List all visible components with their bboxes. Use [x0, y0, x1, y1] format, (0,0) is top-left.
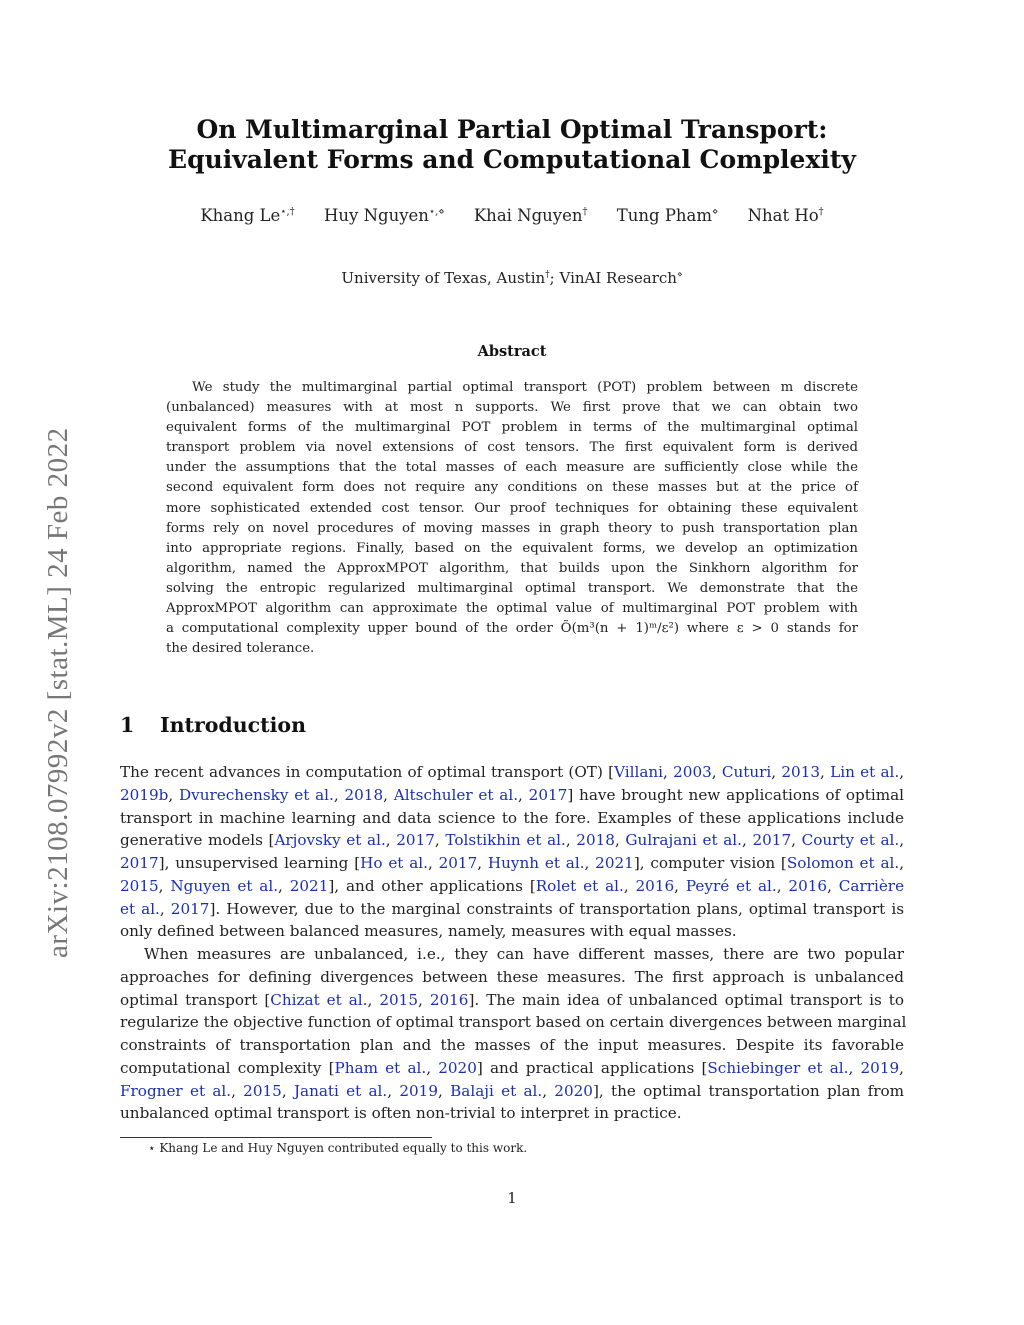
body-text-run: , [848, 1058, 861, 1077]
body-text-run: , [711, 763, 722, 781]
affiliation-mark: ⋄ [676, 270, 683, 280]
citation-link[interactable]: 2019b [120, 785, 169, 804]
body-line [120, 1057, 904, 1080]
body-text-run: ]. The main idea of unbalanced optimal transport is to [468, 990, 905, 1009]
body-text-run: , [383, 785, 394, 804]
citation-link[interactable]: 2017 [752, 831, 792, 850]
abstract-line: forms rely on novel procedures of moving masses in graph theory to push transportation plan [166, 520, 858, 536]
body-line [120, 989, 904, 1012]
author-name: Tung Pham [616, 206, 713, 225]
body-line [120, 807, 904, 830]
affiliation-mark: † [545, 270, 550, 280]
body-text-run: ]. However, due to the marginal constraints of transportation plans, optimal transport is [209, 899, 904, 918]
body-line [120, 966, 904, 989]
body-text-run: , [438, 1081, 451, 1100]
body-text-run: , [367, 990, 380, 1009]
section-number: 1 [120, 713, 135, 737]
body-text-run: , [542, 1081, 555, 1100]
citation-link[interactable]: Chizat et al. [270, 990, 368, 1009]
body-line [120, 1034, 904, 1057]
body-text-run: , [333, 785, 345, 804]
body-text-run: , [158, 876, 171, 895]
body-text-run: , [168, 785, 179, 804]
affiliation-text: ; VinAI Research [549, 269, 677, 287]
body-text-run: , [159, 899, 171, 918]
citation-link[interactable]: Carrière [838, 876, 905, 895]
author-marks: ⋄ [712, 206, 719, 218]
body-text-run: , [614, 831, 626, 850]
abstract-line: second equivalent form does not require any conditions on these masses but at the price of [166, 480, 858, 496]
citation-link[interactable]: 2019 [399, 1081, 439, 1100]
citation-link[interactable]: 2020 [554, 1081, 593, 1100]
citation-link[interactable]: 2017 [528, 785, 568, 804]
body-text-run: , [827, 876, 839, 895]
citation-link[interactable]: 2015 [379, 990, 418, 1009]
author-name: Nhat Ho [747, 206, 819, 225]
author-list [120, 206, 904, 225]
citation-link[interactable]: 2015 [120, 876, 159, 895]
body-text-run: , [623, 876, 636, 895]
body-line [120, 1011, 907, 1034]
citation-link[interactable]: 2015 [243, 1081, 282, 1100]
body-text-run: , [820, 763, 831, 781]
paper-title [120, 115, 904, 175]
citation-link[interactable]: 2020 [438, 1058, 477, 1077]
body-text-run: , [899, 763, 905, 781]
author [748, 206, 824, 225]
citation-link[interactable]: 2016 [788, 876, 828, 895]
body-text-run: When measures are unbalanced, i.e., they can have different masses, there are two popular [144, 945, 904, 963]
page-number: 1 [507, 1189, 517, 1207]
citation-link[interactable]: 2019 [860, 1058, 900, 1077]
author-name: Khang Le [200, 206, 281, 225]
abstract-line: solving the entropic regularized multimarginal optimal transport. We demonstrate that the [166, 580, 858, 596]
body-line [120, 920, 904, 943]
abstract-line: ApproxMPOT algorithm can approximate the optimal value of multimarginal POT problem with [166, 601, 858, 617]
footnote-rule [120, 1137, 432, 1138]
citation-link[interactable]: Frogner et al. [120, 1081, 232, 1100]
body-line [120, 1102, 904, 1125]
body-line [120, 784, 904, 807]
body-line [120, 875, 904, 898]
body-line [120, 829, 904, 852]
body-text-run: , [771, 763, 782, 781]
citation-link[interactable]: Nguyen et al. [170, 876, 279, 895]
body-text-run: generative models [ [120, 831, 275, 850]
section-title: Introduction [160, 713, 306, 737]
citation-link[interactable]: Gulrajani et al. [625, 831, 742, 850]
citation-link[interactable]: 2003 [673, 763, 712, 781]
citation-link[interactable]: et al. [120, 899, 160, 918]
citation-link[interactable]: Huynh et al. [487, 854, 585, 872]
body-text-run: , [417, 990, 430, 1009]
body-line [120, 761, 904, 784]
citation-link[interactable]: Rolet et al. [535, 876, 624, 895]
citation-link[interactable]: Altschuler et al. [393, 785, 519, 804]
author [200, 206, 294, 225]
abstract-line: We study the multimarginal partial optimal transport (POT) problem between m discrete [192, 380, 858, 395]
body-text-run: , [434, 831, 446, 850]
body-text-run: regularize the objective function of optimal transport based on certain divergences between marginal [120, 1013, 907, 1032]
citation-link[interactable]: 2016 [429, 990, 469, 1009]
citation-link[interactable]: Courty et al. [801, 831, 900, 850]
body-text-run: constraints of transportation plan and the masses of the input measures. Despite its favorable [120, 1036, 904, 1054]
citation-link[interactable]: Balaji et al. [450, 1081, 543, 1100]
body-text [120, 761, 907, 1125]
citation-link[interactable]: Pham et al. [334, 1058, 427, 1077]
citation-link[interactable]: Peyré et al. [685, 876, 777, 895]
section-heading [120, 713, 306, 737]
body-text-run: ], and other applications [ [328, 876, 536, 895]
body-text-run: computational complexity [ [120, 1058, 335, 1077]
citation-link[interactable]: 2018 [576, 831, 615, 850]
citation-link[interactable]: Ho et al. [360, 854, 428, 872]
abstract-line: equivalent forms of the multimarginal POT problem in terms of the multimarginal optimal [166, 420, 858, 436]
body-text-run: ] and practical applications [ [476, 1058, 708, 1077]
body-text-run: unbalanced optimal transport is often non-trivial to interpret in practice. [120, 1104, 682, 1123]
body-text-run: , [387, 1081, 400, 1100]
abstract-line: into appropriate regions. Finally, based on the equivalent forms, we develop an optimization [166, 540, 858, 556]
abstract-line: more sophisticated extended cost tensor. Our proof techniques for obtaining these equivalent [166, 500, 858, 516]
citation-link[interactable]: 2021 [289, 876, 329, 895]
body-text-run: ], unsupervised learning [ [158, 854, 361, 872]
citation-link[interactable]: 2018 [344, 785, 384, 804]
citation-link[interactable]: 2013 [781, 763, 821, 781]
body-line [120, 898, 904, 921]
author-marks: ⋆,⋄ [428, 206, 445, 218]
affiliation-text: University of Texas, Austin [341, 269, 546, 287]
body-text-run: , [281, 1081, 294, 1100]
body-text-run: , [584, 854, 596, 872]
abstract-line: under the assumptions that the total masses of each measure are sufficiently close while the [166, 460, 858, 476]
abstract-body [166, 378, 858, 659]
arxiv-stamp: arXiv:2108.07992v2 [stat.ML] 24 Feb 2022 [42, 427, 74, 958]
author-name: Khai Nguyen [473, 206, 583, 225]
footnote: ⋆ Khang Le and Huy Nguyen contributed equally to this work. [148, 1141, 528, 1155]
author-marks: † [818, 206, 824, 218]
body-text-run: , [477, 854, 488, 872]
body-text-run: , [426, 1058, 439, 1077]
citation-link[interactable]: 2017 [170, 899, 210, 918]
body-text-run: ], computer vision [ [633, 854, 787, 872]
affiliations [120, 269, 904, 287]
body-text-run: , [278, 876, 290, 895]
citation-link[interactable]: Janati et al. [293, 1081, 388, 1100]
author [617, 206, 719, 225]
body-text-run: , [565, 831, 577, 850]
body-text-run: , [776, 876, 789, 895]
title-line: On Multimarginal Partial Optimal Transport: [196, 115, 828, 144]
title-line: Equivalent Forms and Computational Complexity [168, 145, 856, 174]
body-line [120, 852, 904, 875]
body-text-run: , [899, 831, 905, 850]
body-text-run: ] have brought new applications of optimal [567, 785, 905, 804]
author [324, 206, 445, 225]
abstract-line: the desired tolerance. [166, 641, 315, 657]
body-text-run: transport in machine learning and data science to the fore. Examples of these applications include [120, 808, 904, 827]
body-text-run: approaches for defining divergences between these measures. The first approach is unbalanced [120, 967, 904, 986]
body-text-run: , [899, 854, 905, 872]
abstract-line: transport problem via novel extensions of cost tensors. The first equivalent form is derived [166, 440, 858, 456]
body-text-run: , [674, 876, 686, 895]
citation-link[interactable]: Schiebinger et al. [707, 1058, 849, 1077]
author [474, 206, 588, 225]
citation-link[interactable]: 2017 [438, 854, 478, 872]
body-text-run: , [385, 831, 397, 850]
body-line [120, 1080, 904, 1103]
abstract-line: algorithm, named the ApproxMPOT algorithm, that builds upon the Sinkhorn algorithm for [166, 560, 858, 576]
author-name: Huy Nguyen [323, 206, 429, 225]
body-text-run: , [231, 1081, 244, 1100]
abstract-line: a computational complexity upper bound of the order Õ(m³(n + 1)ᵐ/ε²) where ε > 0 stands for [166, 621, 858, 637]
abstract-line: (unbalanced) measures with at most n supports. We first prove that we can obtain two [166, 400, 858, 416]
author-marks: † [582, 206, 588, 218]
body-text-run: ], the optimal transportation plan from [592, 1081, 905, 1100]
citation-link[interactable]: 2016 [635, 876, 675, 895]
body-text-run: optimal transport [ [120, 990, 271, 1009]
body-text-run: , [742, 831, 753, 850]
citation-link[interactable]: 2017 [120, 854, 159, 872]
body-text-run: , [663, 763, 674, 781]
body-text-run: , [899, 1058, 904, 1077]
body-text-run: only defined between balanced measures, namely, measures with equal masses. [120, 922, 737, 941]
body-text-run: The recent advances in computation of optimal transport (OT) [ [120, 763, 615, 781]
body-text-run: , [791, 831, 802, 850]
abstract-heading: Abstract [477, 343, 547, 360]
citation-link[interactable]: Villani [614, 763, 664, 781]
body-text-run: , [518, 785, 529, 804]
citation-link[interactable]: 2021 [595, 854, 634, 872]
body-text-run: , [427, 854, 439, 872]
citation-link[interactable]: Dvurechensky et al. [179, 785, 334, 804]
citation-link[interactable]: 2017 [396, 831, 435, 850]
citation-link[interactable]: Cuturi [721, 763, 772, 781]
author-marks: ⋆,† [280, 206, 295, 218]
citation-link[interactable]: Solomon et al. [786, 854, 900, 872]
citation-link[interactable]: Tolstikhin et al. [445, 831, 566, 850]
citation-link[interactable]: Lin et al. [830, 763, 900, 781]
citation-link[interactable]: Arjovsky et al. [274, 831, 386, 850]
body-line [120, 943, 904, 966]
